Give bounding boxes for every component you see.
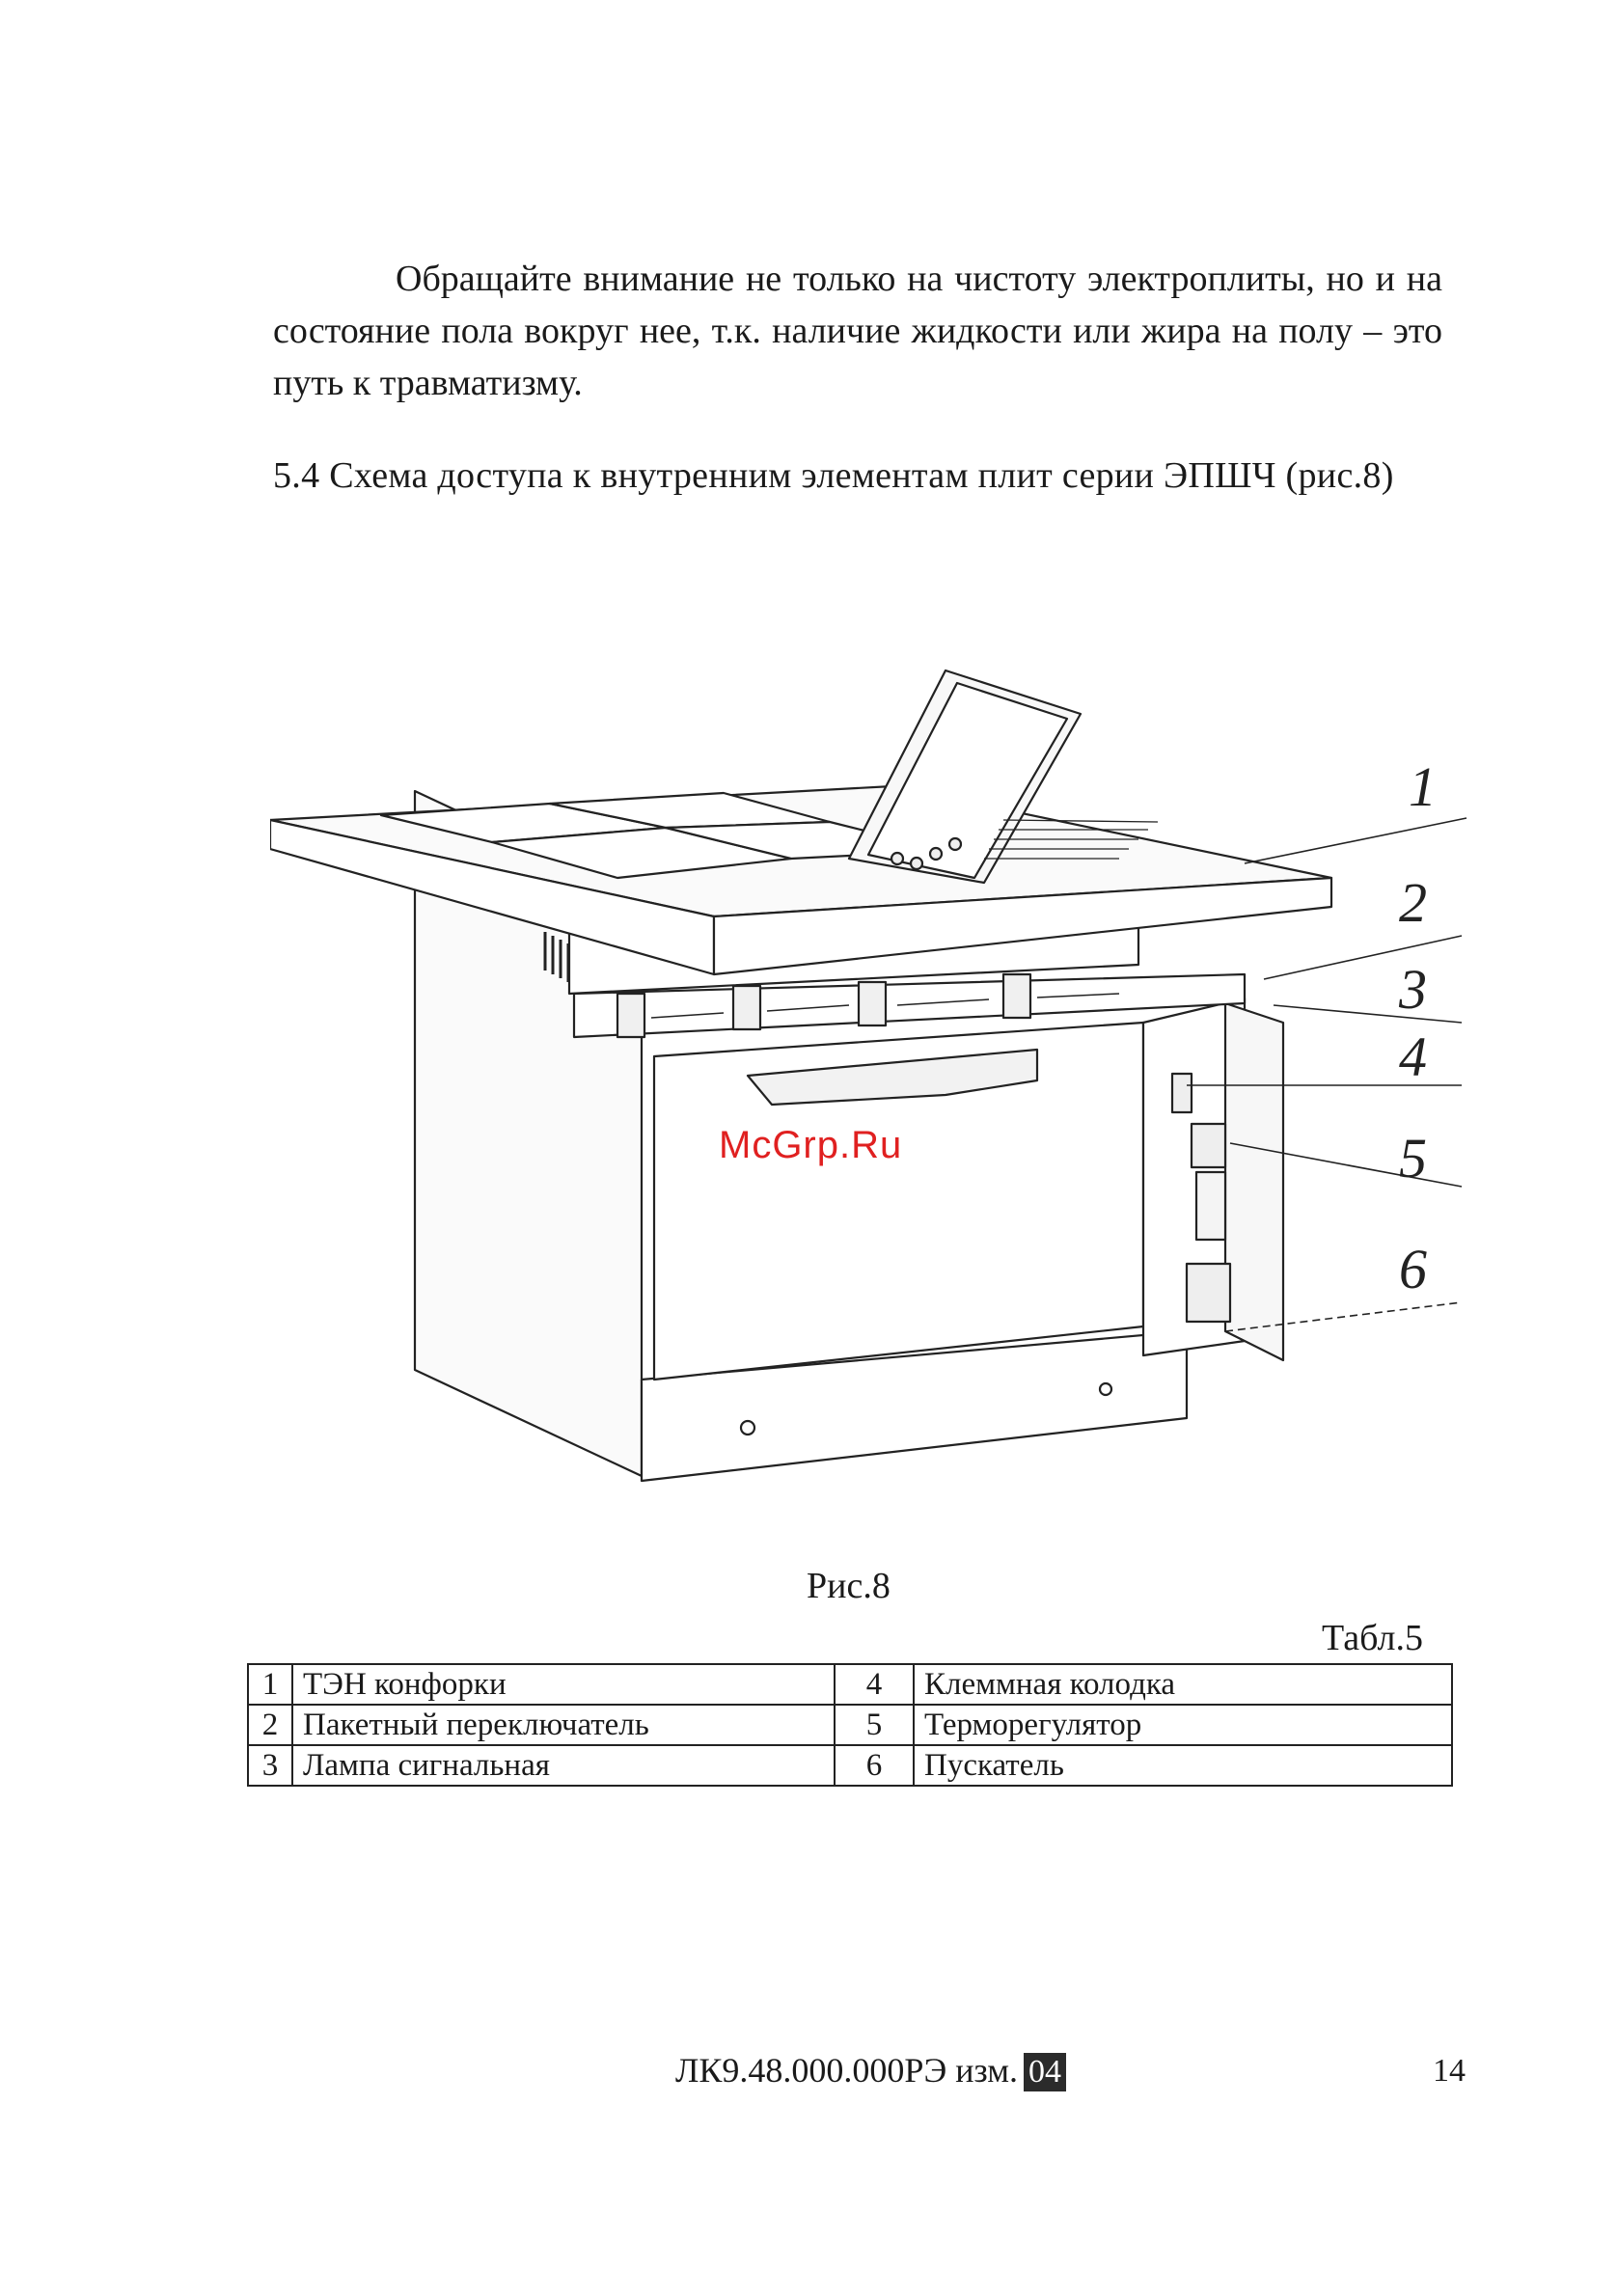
callout-4: 4 <box>1399 1025 1427 1088</box>
row-number: 4 <box>835 1664 914 1705</box>
part-name: Пакетный переключатель <box>292 1705 835 1745</box>
callout-1: 1 <box>1409 755 1437 818</box>
table-row <box>248 1745 1452 1786</box>
row-number: 2 <box>248 1705 292 1745</box>
document-footer <box>675 2050 1066 2091</box>
table-row <box>248 1664 1452 1705</box>
document-code: ЛК9.48.000.000РЭ изм. <box>675 2051 1018 2090</box>
stove-diagram <box>270 569 1486 1534</box>
thermostat <box>1192 1124 1225 1167</box>
part-name: Клеммная колодка <box>914 1664 1452 1705</box>
row-number: 6 <box>835 1745 914 1786</box>
row-number: 3 <box>248 1745 292 1786</box>
figure-caption: Рис.8 <box>807 1566 891 1606</box>
intro-paragraph: Обращайте внимание не только на чистоту электроплиты, но и на состояние пола вокруг нее, т.к. наличие жидкости или жира на полу – это путь к травматизму. <box>273 259 1442 403</box>
row-number: 1 <box>248 1664 292 1705</box>
page-number: 14 <box>1433 2053 1466 2089</box>
callout-3: 3 <box>1399 958 1427 1021</box>
callout-5: 5 <box>1399 1127 1427 1189</box>
row-number: 5 <box>835 1705 914 1745</box>
part-name: Лампа сигнальная <box>292 1745 835 1786</box>
table-label: Табл.5 <box>1322 1618 1423 1658</box>
starter <box>1187 1264 1230 1322</box>
terminal-block <box>1172 1074 1192 1112</box>
revision-badge: 04 <box>1024 2053 1066 2091</box>
part-name: ТЭН конфорки <box>292 1664 835 1705</box>
table-row <box>248 1705 1452 1745</box>
open-side-door <box>1225 1003 1283 1360</box>
part-name: Пускатель <box>914 1745 1452 1786</box>
parts-table <box>247 1663 1453 1787</box>
callout-2: 2 <box>1399 871 1427 934</box>
watermark: McGrp.Ru <box>719 1124 903 1166</box>
part-name: Терморегулятор <box>914 1705 1452 1745</box>
section-heading: 5.4 Схема доступа к внутренним элементам плит серии ЭПШЧ (рис.8) <box>273 455 1394 496</box>
callout-6: 6 <box>1399 1238 1427 1300</box>
